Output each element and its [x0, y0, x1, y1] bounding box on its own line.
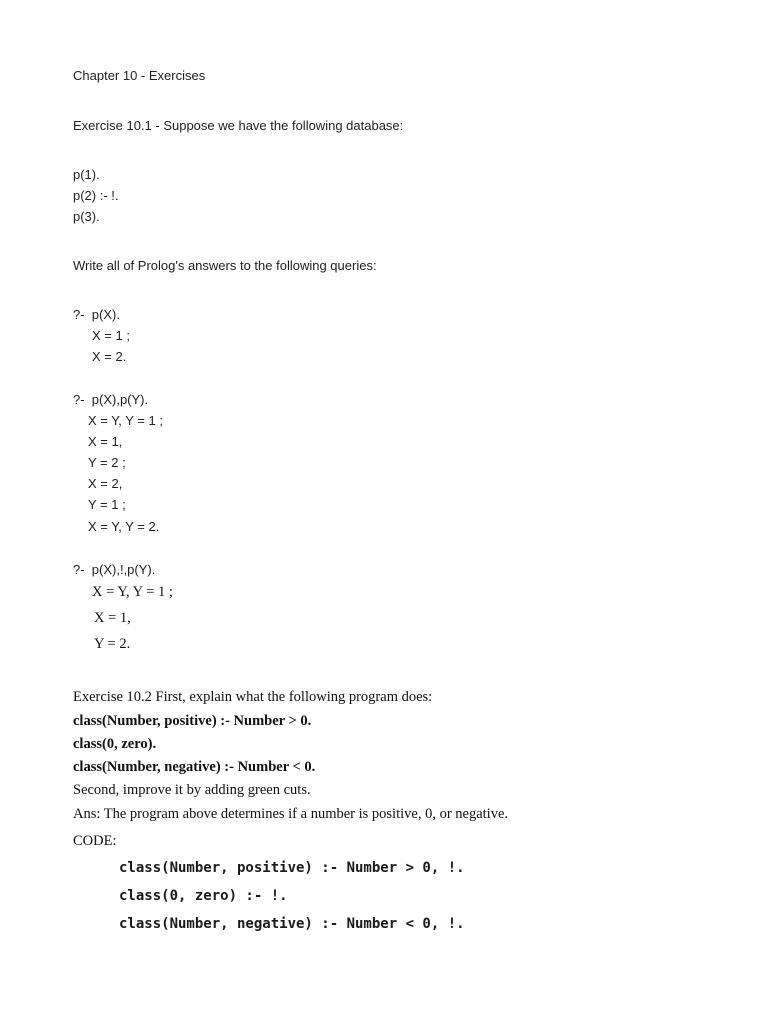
query-answer: X = 1, [94, 610, 131, 626]
query-answer: X = Y, Y = 1 ; [88, 413, 163, 428]
query-answer: X = Y, Y = 2. [88, 519, 160, 534]
query-1: ?- p(X). [73, 307, 120, 322]
query-answer: Y = 2. [94, 636, 131, 652]
code-line: class(Number, positive) :- Number > 0, !. [119, 860, 465, 876]
query-answer: X = 1 ; [92, 328, 130, 343]
improvement-instruction: Second, improve it by adding green cuts. [73, 782, 311, 798]
query-answer: Y = 2 ; [88, 455, 126, 470]
program-line: class(Number, positive) :- Number > 0. [73, 713, 312, 729]
exercise-10-2-heading: Exercise 10.2 First, explain what the following program does: [73, 689, 433, 705]
program-line: class(0, zero). [73, 736, 157, 752]
code-line: class(0, zero) :- !. [119, 888, 288, 904]
query-answer: X = Y, Y = 1 ; [92, 584, 173, 600]
query-answer: X = 2. [92, 349, 127, 364]
queries-instruction: Write all of Prolog's answers to the following queries: [73, 258, 377, 273]
exercise-10-1-heading: Exercise 10.1 - Suppose we have the following database: [73, 118, 404, 133]
database-fact: p(3). [73, 209, 100, 224]
database-fact: p(1). [73, 167, 100, 182]
query-answer: X = 2, [88, 476, 123, 491]
database-fact: p(2) :- !. [73, 188, 119, 203]
query-2: ?- p(X),p(Y). [73, 392, 149, 407]
query-3: ?- p(X),!,p(Y). [73, 562, 156, 577]
answer-text: Ans: The program above determines if a number is positive, 0, or negative. [73, 806, 509, 822]
chapter-title: Chapter 10 - Exercises [73, 68, 206, 83]
code-line: class(Number, negative) :- Number < 0, !. [119, 916, 465, 932]
program-line: class(Number, negative) :- Number < 0. [73, 759, 316, 775]
code-label: CODE: [73, 833, 117, 849]
query-answer: Y = 1 ; [88, 497, 126, 512]
query-answer: X = 1, [88, 434, 123, 449]
